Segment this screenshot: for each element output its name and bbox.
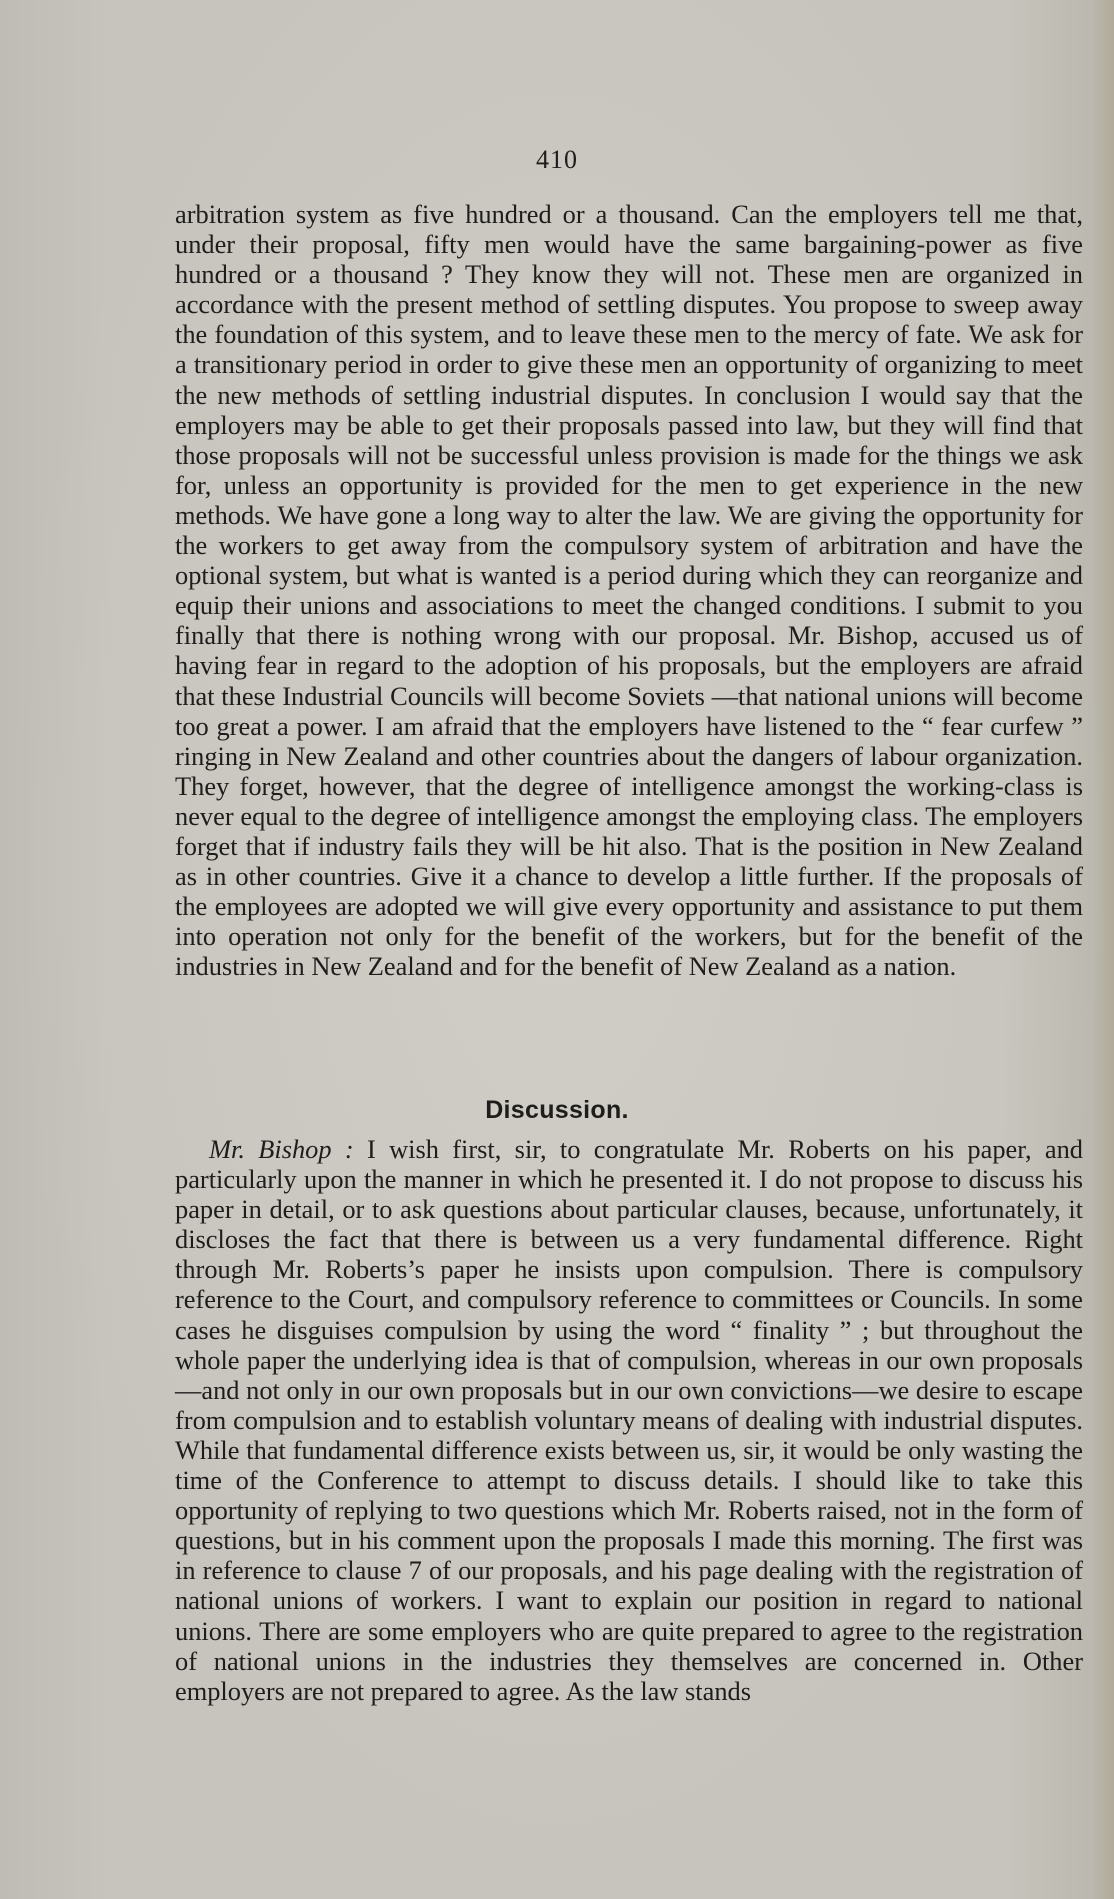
page-number: 410	[536, 145, 578, 174]
paragraph-1: arbitration system as five hundred or a thousand. Can the employers tell me that, under their proposal, fifty men would have the same bargaining-power as five hundred or a thousand ? They know they will not. These men are organized in accordance with the present method of settling disputes. You propose to sweep away the foundation of this system, and to leave these men to the mercy of fate. We ask for a transitionary period in order to give these men an opportunity of organizing to meet the new methods of settling industrial disputes. In conclusion I would say that the employers may be able to get their proposals passed into law, but they will find that those proposals will not be successful unless provision is made for the things we ask for, unless an opportunity is provided for the men to get experience in the new methods. We have gone a long way to alter the law. We are giving the opportunity for the workers to get away from the compulsory system of arbitration and have the optional system, but what is wanted is a period during which they can reorganize and equip their unions and associations to meet the changed conditions. I submit to you finally that there is nothing wrong with our proposal. Mr. Bishop, accused us of having fear in regard to the adoption of his proposals, but the employers are afraid that these Industrial Councils will become Soviets —that national unions will become too great a power. I am afraid that the employers have listened to the “ fear curfew ” ringing in New Zealand and other countries about the dangers of labour organization. They forget, however, that the degree of intelligence amongst the working-class is never equal to the degree of intelligence amongst the employing class. The employers forget that if industry fails they will be hit also. That is the position in New Zealand as in other countries. Give it a chance to develop a little further. If the proposals of the employees are adopted we will give every opportunity and assistance to put them into operation not only for the benefit of the workers, but for the benefit of the industries in New Zealand and for the benefit of New Zealand as a nation.	[175, 199, 1083, 982]
discussion-paragraph-block	[175, 1134, 1083, 1706]
page-edge-shadow	[1092, 0, 1114, 1899]
continued-paragraph-block	[175, 199, 1083, 981]
speaker-name: Mr. Bishop :	[209, 1134, 354, 1164]
section-heading: Discussion.	[485, 1096, 629, 1124]
paragraph-2-text: I wish first, sir, to congratulate Mr. Roberts on his paper, and particularly upon the manner in which he presented it. I do not propose to discuss his paper in detail, or to ask questions about particular clauses, because, unfortunately, it discloses the fact that there is between us a very fundamental difference. Right through Mr. Roberts’s paper he insists upon compulsion. There is compulsory reference to the Court, and compulsory reference to committees or Councils. In some cases he disguises compulsion by using the word “ finality ” ; but throughout the whole paper the underlying idea is that of compulsion, whereas in our own proposals—and not only in our own proposals but in our own convictions—we desire to escape from compulsion and to establish voluntary means of dealing with industrial disputes. While that fundamental difference exists between us, sir, it would be only wasting the time of the Conference to attempt to discuss details. I should like to take this opportunity of replying to two questions which Mr. Roberts raised, not in the form of questions, but in his comment upon the proposals I made this morning. The first was in reference to clause 7 of our proposals, and his page dealing with the registration of national unions of workers. I want to explain our position in regard to national unions. There are some employers who are quite prepared to agree to the registration of national unions in the industries they themselves are concerned in. Other employers are not prepared to agree. As the law stands	[175, 1134, 1084, 1706]
paragraph-2	[175, 1134, 1083, 1706]
